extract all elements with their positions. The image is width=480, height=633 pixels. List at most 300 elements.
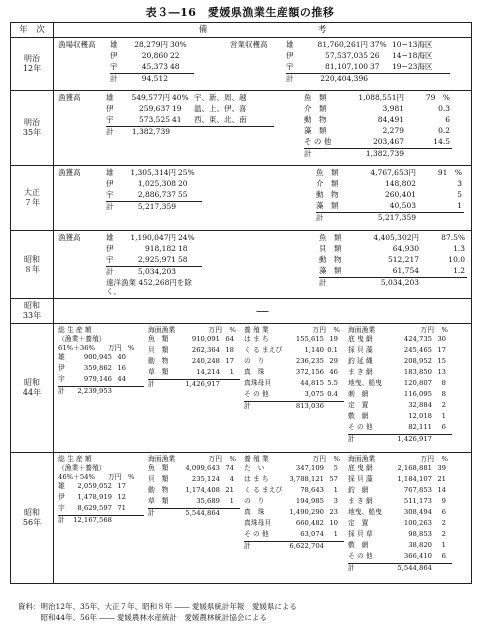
t7-left-total-cell: 5,217,359 — [137, 202, 176, 211]
s8-left-row — [106, 244, 202, 255]
m12-right-row — [286, 51, 450, 62]
s56-c3-cell: 347,109 — [295, 464, 324, 472]
m12-right-row — [286, 40, 450, 51]
year-header: 年 次 — [11, 23, 54, 38]
s56-c2-row — [148, 486, 240, 497]
s56-c4-head: 海面漁業 — [348, 455, 376, 463]
s56-c4-unit-pct: % — [441, 455, 448, 463]
t7-right-cell: 148,802 — [384, 179, 416, 188]
s44-c4-row — [348, 368, 452, 379]
s56-c3-cell: 1 — [333, 530, 338, 538]
m35-left-cell: 宇 — [106, 115, 114, 124]
m35-right-total-row — [304, 149, 452, 160]
s56-c3-row — [244, 508, 344, 519]
t7-left-row — [106, 168, 202, 179]
s44-c1-sub1: （漁業＋養殖） — [58, 335, 106, 343]
s44-c4-cell: ま き 網 — [348, 368, 373, 376]
s8-content — [54, 231, 471, 298]
s56-c1-total-cell: 12,167,568 — [73, 516, 112, 524]
m12-left-row — [110, 51, 194, 62]
s44-c2-cell: 262,364 — [191, 346, 220, 354]
m35-left-cell: 西、東、北、南 — [194, 115, 247, 124]
m35-right-cell: 203,467 — [372, 137, 404, 146]
s44-c1-total-cell: 計 — [58, 387, 65, 395]
s8-left-cell: 1,190,047円 — [130, 233, 176, 242]
s44-c1-cell: 宇 — [58, 375, 65, 383]
s44-c1-unit: 万円 — [108, 344, 122, 352]
s8-right-block — [319, 233, 467, 296]
spacer — [202, 168, 316, 224]
s56-c1-unit-pct: % — [128, 473, 135, 481]
s56-c3-cell: そ の 他 — [244, 530, 269, 538]
s56-c4-cell: 6 — [441, 508, 446, 516]
s56-c3-cell: 真珠母貝 — [244, 519, 272, 527]
s56-c4-row — [348, 486, 452, 497]
s8-right-cell: 魚 類 — [319, 233, 342, 242]
s56-c3-row — [244, 497, 344, 508]
s44-c2-total-cell — [222, 380, 236, 391]
m12-right-cell: 雄 — [286, 40, 294, 49]
s44-c3-cell: 236,235 — [295, 357, 324, 365]
s56-c2-total-cell: 5,544,864 — [185, 509, 220, 517]
s44-c1-cell: 40 — [117, 353, 126, 361]
s56-c1-block — [58, 482, 144, 527]
m12-right-cell: 81,107,100 — [325, 62, 368, 71]
s44-c2-cell: 草 類 — [148, 368, 169, 376]
s44-c2-cell: 魚 類 — [148, 335, 169, 343]
s44-c4-cell: 底 曳 網 — [348, 335, 373, 343]
fishery-table — [10, 22, 472, 584]
s56-c2-cell: 74 — [225, 464, 234, 472]
s56-c3-cell: の り — [244, 497, 265, 505]
s56-c4-cell: ま き 網 — [348, 497, 373, 505]
s56-c3-cell: 660,482 — [295, 519, 324, 527]
s8-left-cell: 58 — [178, 255, 188, 264]
s56-c4-total-row — [348, 564, 452, 575]
s44-c3-cell: 155,615 — [295, 335, 324, 343]
s56-c2-cell: 235,124 — [191, 475, 220, 483]
m12-right-cell: 14−18海区 — [392, 51, 433, 60]
m35-right-total-cell — [406, 149, 452, 160]
s56-c2-cell: 1 — [229, 497, 234, 505]
s56-c1-total-row — [58, 516, 144, 527]
s56-c2-row — [148, 475, 240, 486]
m35-left-total-cell: 計 — [106, 127, 114, 136]
year-t7: 大正 ７年 — [11, 166, 54, 231]
s56-c3-cell: 3 — [333, 497, 338, 505]
s56-c4 — [348, 455, 452, 575]
s56-c3-cell: 真 珠 — [244, 508, 265, 516]
s56-c4-cell: 98,853 — [408, 530, 432, 538]
s8-left-total-cell: 5,034,203 — [137, 267, 176, 276]
s44-c2-cell: 14,214 — [196, 368, 220, 376]
row-t7 — [11, 166, 472, 231]
s56-c1-sub2-row — [58, 473, 144, 482]
s44-c1-total-cell: 2,239,953 — [77, 387, 112, 395]
year-s44: 昭和 44年 — [11, 324, 54, 453]
s44-c2-block — [148, 335, 240, 391]
s56-c2-headrow — [148, 455, 240, 464]
s44-c2-total-cell: 1,426,917 — [185, 380, 220, 388]
s56-c3-cell: は ま ち — [244, 475, 269, 483]
m35-left-row — [106, 115, 274, 127]
s8-right-cell: 1.2 — [453, 266, 465, 275]
s44-c3-unit: 万円 — [312, 326, 326, 334]
s44-c1-cell: 44 — [117, 375, 126, 383]
s44-c4-cell: 釣 延 縄 — [348, 357, 373, 365]
m35-right-cell: 3,981 — [382, 104, 404, 113]
s44-c4-cell: 刺 網 — [348, 390, 369, 398]
t7-left-cell: 1,305,314円 — [130, 168, 176, 177]
t7-left-cell: 20 — [178, 179, 188, 188]
s44-c2-cell: 動 物 — [148, 357, 169, 365]
m12-left-cell: 48 — [170, 62, 180, 71]
s8-left-cell: 2,925,971 — [137, 255, 176, 264]
s56-c3-cell: た い — [244, 464, 265, 472]
t7-right-cell: 動 物 — [316, 190, 339, 199]
s44-c3-row — [244, 368, 344, 379]
m35-right-cell: 動 物 — [304, 115, 327, 124]
s56-c4-row — [348, 541, 452, 552]
t7-right-total-cell: 計 — [316, 213, 324, 222]
s8-left-total-cell — [178, 267, 202, 278]
m35-left-total-cell: 1,382,739 — [131, 127, 170, 136]
s44-c1-cell: 359,862 — [83, 364, 112, 372]
s8-left-total-row — [106, 267, 202, 278]
m35-left-total-cell — [194, 127, 274, 138]
s44-c3-cell: 1,140 — [304, 346, 324, 354]
s56-c3-row — [244, 475, 344, 486]
s44-c3-cell: 0.4 — [327, 390, 338, 398]
s44-c1-head: 総 生 産 額 — [58, 326, 92, 334]
m12-left-cell: 22 — [170, 51, 180, 60]
m12-right-cell: 19−23海区 — [392, 62, 433, 71]
s8-right-cell: 貝 類 — [319, 244, 342, 253]
s44-c4-cell: 17 — [437, 346, 446, 354]
m35-right-cell: 14.5 — [433, 137, 450, 146]
s8-note: 遠洋漁業 452,268円を除く。 — [106, 278, 192, 296]
spacer — [205, 233, 319, 296]
m35-left-cell: 40% — [172, 93, 189, 102]
s44-content — [54, 324, 471, 448]
m35-left-cell: 41 — [172, 115, 182, 124]
t7-right-row — [316, 201, 464, 213]
m35-right-cell: そ の 他 — [304, 137, 332, 146]
m35-content — [54, 91, 471, 162]
m12-right-cell: 81,760,261円 — [317, 40, 368, 49]
s8-left-block — [106, 233, 202, 278]
m35-right-row — [304, 104, 452, 115]
m12-right-cell: 37 — [370, 62, 380, 71]
s44-c3-block — [244, 335, 344, 413]
s44-c3-row — [244, 346, 344, 357]
s56-c1-row — [58, 482, 144, 493]
s56-c2-cell: 35,689 — [196, 497, 220, 505]
s56-c4-total-cell: 計 — [348, 564, 355, 572]
s56-c2-block — [148, 464, 240, 520]
s56-c4-cell: 366,410 — [403, 552, 432, 560]
t7-right-cell: 91 % — [437, 168, 462, 177]
t7-right-cell: 260,401 — [384, 190, 416, 199]
m35-right-row — [304, 93, 452, 104]
s56-c3-row — [244, 486, 344, 497]
s56-c2-cell: 草 類 — [148, 497, 169, 505]
t7-right-row — [316, 190, 464, 201]
year-s33: 昭和 33年 — [11, 299, 54, 324]
s44-c4-total-cell: 1,426,917 — [397, 435, 432, 443]
s56-c3-total-cell: 6,622,704 — [289, 542, 324, 550]
s44-c3-cell: 44,815 — [300, 379, 324, 387]
m12-right-total-cell: 計 — [286, 74, 294, 83]
s56-c4-cell: 2 — [441, 530, 446, 538]
s44-c4-cell: 8 — [441, 390, 446, 398]
s56-content — [54, 453, 471, 577]
s56-c4-cell: 2,168,881 — [397, 464, 432, 472]
s56-c4-cell: 38,820 — [408, 541, 432, 549]
s56-c1-total-cell — [114, 516, 128, 527]
s56-c3-cell: く る まえび — [244, 486, 283, 494]
s56-c4-row — [348, 475, 452, 486]
t7-left-row — [106, 190, 202, 202]
t7-left-row — [106, 179, 202, 190]
s56-c1-cell: 17 — [117, 482, 126, 490]
m35-left-row — [106, 93, 274, 104]
s56-c3-unit-pct: % — [333, 455, 340, 463]
s56-c3-row — [244, 464, 344, 475]
s56-c1-cell: 宇 — [58, 504, 65, 512]
spacer — [194, 40, 230, 85]
s56-c4-row — [348, 497, 452, 508]
s44-c3-row — [244, 357, 344, 368]
m35-right-cell: 介 類 — [304, 104, 327, 113]
year-s8: 昭和 ８年 — [11, 231, 54, 299]
s56-c4-cell: 敷 網 — [348, 541, 369, 549]
s44-c1-block — [58, 353, 144, 398]
s56-c1-cell: 71 — [117, 504, 126, 512]
s8-right-cell: 512,217 — [387, 255, 419, 264]
s8-right-total-cell: 5,034,203 — [380, 278, 419, 287]
s56-c3-total-row — [244, 542, 344, 553]
m12-left-total-row — [110, 74, 194, 85]
year-m35: 明治 35年 — [11, 91, 54, 166]
s44-c3-cell: 46 — [329, 368, 338, 376]
s56-c2-row — [148, 497, 240, 509]
source-line-2: 昭和44年、56年 ―― 愛媛農林水産統計 愛媛農林統計協会による — [18, 613, 267, 622]
s56-c3-headrow — [244, 455, 344, 464]
s56-c4-unit: 万円 — [420, 455, 434, 463]
source-line-1: 資料：明治12年、35年、大正７年、昭和８年 ―― 愛媛県統計年報 愛媛県による — [18, 602, 297, 611]
s8-left-total-cell: 計 — [106, 267, 114, 276]
s56-c3-cell: 63,074 — [300, 530, 324, 538]
t7-left-cell: 25% — [178, 168, 195, 177]
s44-c4-cell: 82,111 — [408, 423, 432, 431]
s8-right-total-cell: 計 — [319, 278, 327, 287]
m35-right-cell: 0.2 — [438, 126, 450, 135]
s56-c4-cell: 9 — [441, 497, 446, 505]
m35-left-cell: 573,525 — [138, 115, 170, 124]
s56-c3-block — [244, 464, 344, 553]
s44-c1-total-cell — [114, 387, 128, 398]
s56-c3-cell: 5 — [333, 464, 338, 472]
s56-c2-row — [148, 464, 240, 475]
s56-c4-row — [348, 519, 452, 530]
s44-c3-cell: の り — [244, 357, 265, 365]
s56-c3-cell: 1 — [333, 486, 338, 494]
s56-c2-unit-pct: % — [229, 455, 236, 463]
s56-c4-cell: 1 — [441, 541, 446, 549]
s44-c4-cell: 245,465 — [403, 346, 432, 354]
s44-c3-cell: 真 珠 — [244, 368, 265, 376]
s44-c1-cell: 雄 — [58, 353, 65, 361]
s44-c2-total-cell: 計 — [148, 380, 155, 388]
m35-left-cell: 伊 — [106, 104, 114, 113]
s56-c3-cell: 10 — [329, 519, 338, 527]
s56-c2-cell: 貝 類 — [148, 475, 169, 483]
m35-right-cell: 藻 類 — [304, 126, 327, 135]
s44-c4-cell: 地曳、船曳 — [348, 379, 382, 387]
t7-left-total-cell — [178, 202, 202, 213]
s56-c1-sub2: 46%＋54% — [58, 473, 96, 481]
s8-left-top — [58, 233, 205, 278]
s56-c1-cell: 8,629,597 — [77, 504, 112, 512]
s56-c2-total-row — [148, 509, 240, 520]
t7-right-total-row — [316, 213, 464, 224]
t7-right-row — [316, 168, 464, 179]
s44-c4-unit: 万円 — [420, 326, 434, 334]
t7-right-cell: 4,767,653円 — [370, 168, 416, 177]
m12-content — [54, 38, 471, 87]
s44-c1-row — [58, 364, 144, 375]
year-m12: 明治 12年 — [11, 38, 54, 91]
m12-right-cell: 10−13海区 — [392, 40, 433, 49]
s8-right-cell: 87.5% — [441, 233, 465, 242]
s56-c1-total-cell: 計 — [58, 516, 65, 524]
header-row — [11, 23, 472, 38]
s56-c4-cell: 地曳、船曳 — [348, 508, 382, 516]
m12-right-row — [286, 62, 450, 74]
s56-c4-cell: 308,494 — [403, 508, 432, 516]
m12-right-total-cell — [392, 74, 450, 85]
s44-c1-cell: 伊 — [58, 364, 65, 372]
m12-left-cell: 伊 — [110, 51, 118, 60]
s56-c2-total-cell — [222, 509, 236, 520]
s44-c2-cell: 240,248 — [191, 357, 220, 365]
s8-right-cell: 64,930 — [392, 244, 419, 253]
s56-c4-cell: 釣 網 — [348, 486, 369, 494]
s44-c1-unit-pct: % — [128, 344, 135, 352]
m35-left-cell: 温、上、伊、喜 — [194, 104, 247, 113]
s8-right-cell: 動 物 — [319, 255, 342, 264]
m35-right-cell: 1,088,551円 — [358, 93, 404, 102]
s44-c2-row — [148, 357, 240, 368]
s8-left-cell: 宇 — [106, 255, 114, 264]
s44-c2-unit-pct: % — [229, 326, 236, 334]
s56-c3-total-cell — [326, 542, 340, 553]
s56-c1-unit: 万円 — [108, 473, 122, 481]
s56-c4-cell: そ の 他 — [348, 552, 373, 560]
row-s33 — [11, 299, 472, 324]
m12-left-cell: 30% — [170, 40, 187, 49]
s44-c3-cell: 19 — [329, 335, 338, 343]
s44-c4-block — [348, 335, 452, 446]
m12-left-total-cell — [170, 74, 194, 85]
m12-left-total-cell: 計 — [110, 74, 118, 83]
m12-right-total-cell: 220,404,396 — [320, 74, 368, 83]
s44-c4-cell: 32,884 — [408, 401, 432, 409]
s56-c4-cell: 底 曳 網 — [348, 464, 373, 472]
s8-right-row — [319, 233, 467, 244]
row-s56 — [11, 453, 472, 584]
s8-right-cell: 10.0 — [448, 255, 465, 264]
s44-c1-sub2-row — [58, 344, 144, 353]
row-m12 — [11, 38, 472, 91]
s44-c4-cell: 116,095 — [403, 390, 432, 398]
t7-left-total-row — [106, 202, 202, 213]
t7-right-cell: 魚 類 — [316, 168, 339, 177]
t7-left-cell: 2,886,737 — [137, 190, 176, 199]
s44-c3 — [244, 326, 344, 446]
s44-c3-total-cell: 計 — [244, 402, 251, 410]
s56-c2-total-cell: 計 — [148, 509, 155, 517]
s8-right-cell: 4,405,302円 — [373, 233, 419, 242]
s56-c3-row — [244, 519, 344, 530]
s56-c2-cell: 魚 類 — [148, 464, 169, 472]
s8-left-cell: 伊 — [106, 244, 114, 253]
s44-c2-cell: 17 — [225, 357, 234, 365]
s56-c1-cell: 12 — [117, 493, 126, 501]
s44-c4-cell: 120,807 — [403, 379, 432, 387]
s56-c4-cell: 採 貝 藻 — [348, 475, 373, 483]
m35-left-row — [106, 104, 274, 115]
s44-c2-row — [148, 368, 240, 380]
m12-left-cell: 28,279円 — [134, 40, 168, 49]
s44-c3-row — [244, 379, 344, 390]
s56-c4-row — [348, 552, 452, 564]
t7-left-block — [106, 168, 202, 224]
s56-c3-cell: 57 — [329, 475, 338, 483]
s44-c2-cell: 貝 類 — [148, 346, 169, 354]
s44-c3-total-cell: 813,036 — [295, 402, 324, 410]
s44-c4-cell: 15 — [437, 357, 446, 365]
s56-c4-cell: 511,173 — [403, 497, 432, 505]
m12-right-block — [286, 40, 450, 85]
s44-c4-headrow — [348, 326, 452, 335]
s44-c4-row — [348, 335, 452, 346]
m12-left-label: 漁場収穫高 — [58, 40, 96, 49]
s44-c2-row — [148, 346, 240, 357]
s8-right-cell: 藻 類 — [319, 266, 342, 275]
s44-c3-head: 養 殖 業 — [244, 326, 269, 334]
source-note — [18, 601, 297, 623]
t7-right-cell: 1 — [457, 201, 462, 210]
s56-c4-row — [348, 530, 452, 541]
s44-c4-cell: 敷 網 — [348, 412, 369, 420]
s8-right-row — [319, 255, 467, 266]
m35-right-row — [304, 115, 452, 126]
s56-c3-cell: 78,643 — [300, 486, 324, 494]
s44-c4-cell: 1 — [441, 412, 446, 420]
s56-c3-cell: 23 — [329, 508, 338, 516]
t7-left-cell: 55 — [178, 190, 188, 199]
s44-c4-total-cell — [434, 435, 448, 446]
s8-left-cell: 918,182 — [144, 244, 176, 253]
s44-c4-cell: 30 — [437, 335, 446, 343]
s44-c2 — [148, 326, 240, 446]
s8-left-cell: 24% — [178, 233, 195, 242]
s44-c4 — [348, 326, 452, 446]
t7-label: 漁獲高 — [58, 168, 81, 177]
m12-left-row — [110, 62, 194, 74]
